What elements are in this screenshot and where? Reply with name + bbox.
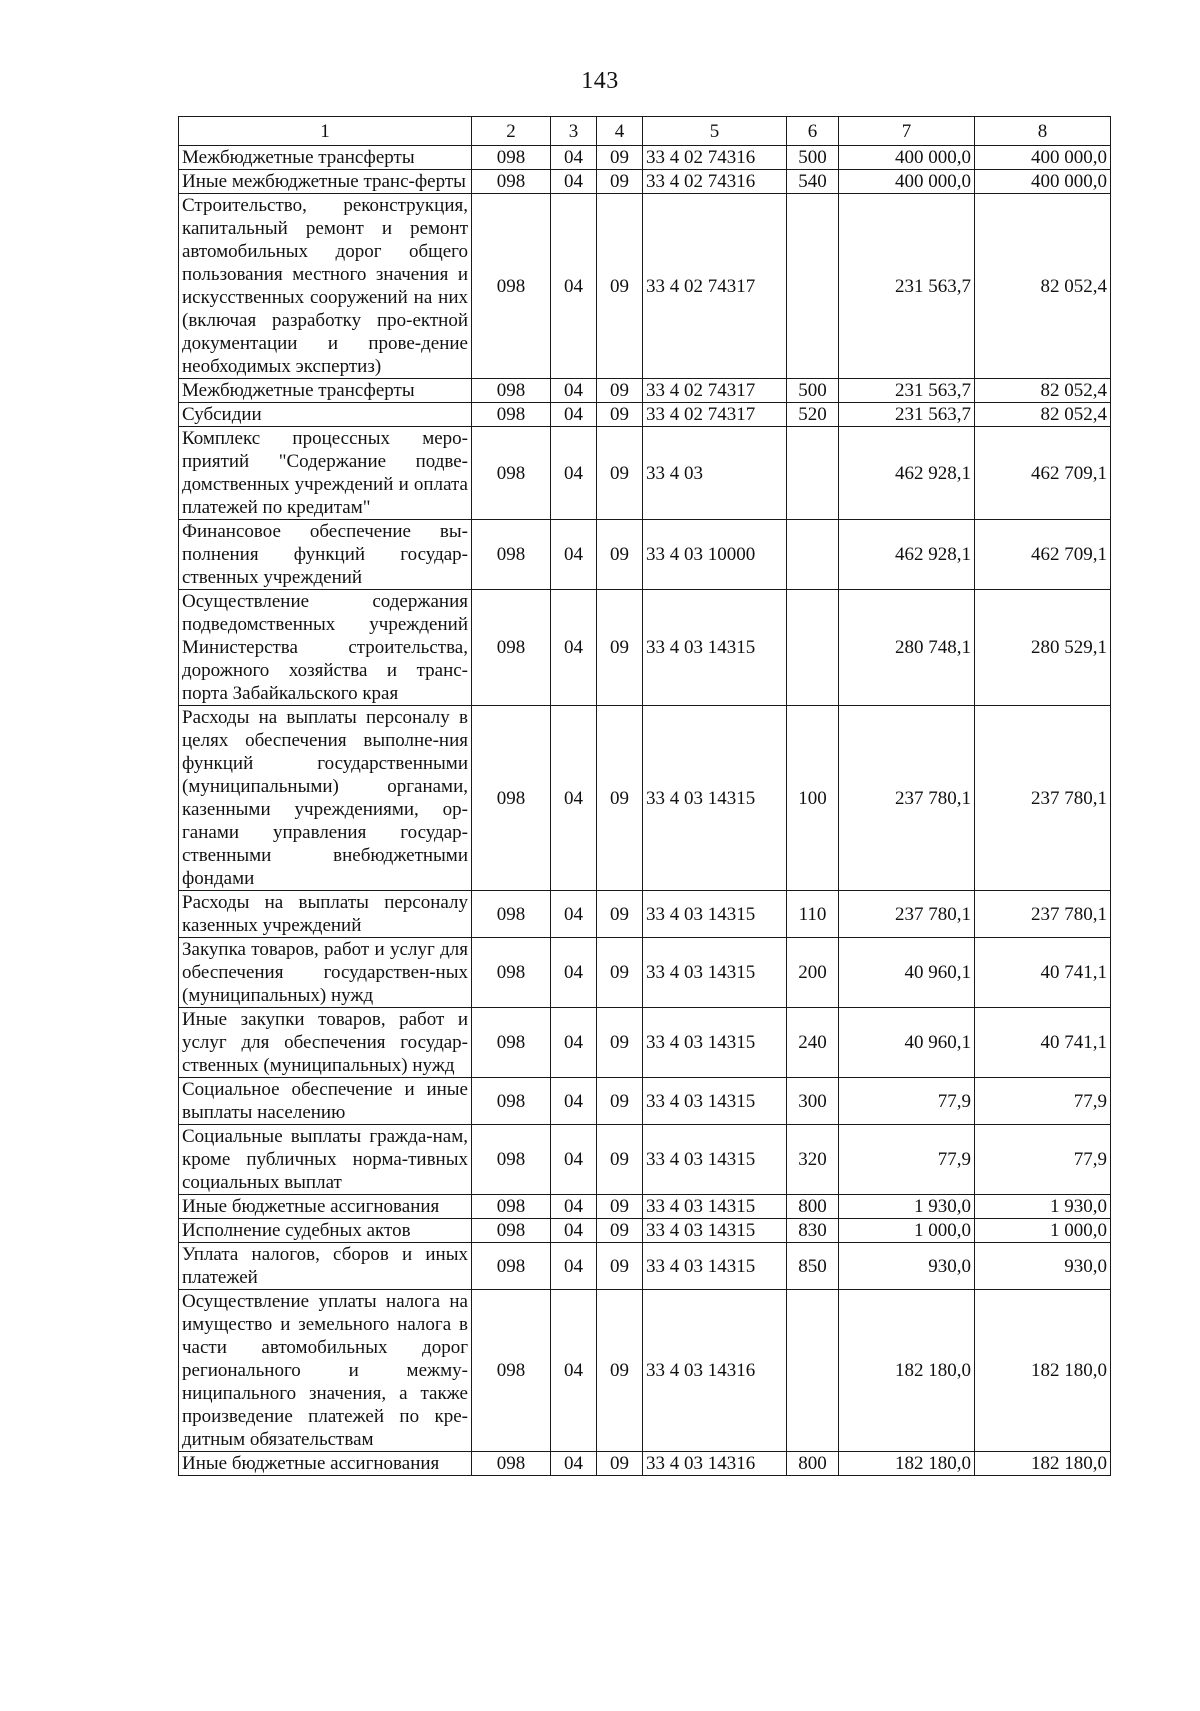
- amount-year-1: 462 928,1: [839, 427, 975, 520]
- target-article: 33 4 03 14316: [643, 1290, 787, 1452]
- amount-year-2: 400 000,0: [975, 170, 1111, 194]
- amount-year-2: 400 000,0: [975, 146, 1111, 170]
- ministry-code: 098: [472, 1125, 551, 1195]
- row-name: Иные бюджетные ассигнования: [179, 1452, 472, 1476]
- amount-year-1: 40 960,1: [839, 1008, 975, 1078]
- column-header-6: 6: [787, 117, 839, 146]
- row-name: Расходы на выплаты персоналу казенных учреждений: [179, 891, 472, 938]
- row-name: Строительство, реконструкция, капитальный ремонт и ремонт автомобильных дорог общего пользования местного значения и искусственных сооружений на них (включая разработку про-ектной документации и прове-дение необходимых экспертиз): [179, 194, 472, 379]
- target-article: 33 4 03 14315: [643, 1125, 787, 1195]
- table-row: [179, 1008, 1111, 1078]
- table-row: [179, 1243, 1111, 1290]
- target-article: 33 4 03 14315: [643, 1243, 787, 1290]
- section-code: 04: [551, 379, 597, 403]
- column-header-2: 2: [472, 117, 551, 146]
- section-code: 04: [551, 520, 597, 590]
- target-article: 33 4 02 74316: [643, 170, 787, 194]
- subsection-code: 09: [597, 1452, 643, 1476]
- table-row: [179, 146, 1111, 170]
- ministry-code: 098: [472, 1078, 551, 1125]
- ministry-code: 098: [472, 194, 551, 379]
- amount-year-1: 182 180,0: [839, 1290, 975, 1452]
- target-article: 33 4 03 14315: [643, 590, 787, 706]
- amount-year-1: 182 180,0: [839, 1452, 975, 1476]
- amount-year-1: 231 563,7: [839, 379, 975, 403]
- amount-year-1: 237 780,1: [839, 891, 975, 938]
- target-article: 33 4 03 14315: [643, 1008, 787, 1078]
- target-article: 33 4 03 14315: [643, 1195, 787, 1219]
- header-row: [179, 117, 1111, 146]
- amount-year-2: 182 180,0: [975, 1452, 1111, 1476]
- section-code: 04: [551, 938, 597, 1008]
- subsection-code: 09: [597, 146, 643, 170]
- amount-year-1: 400 000,0: [839, 170, 975, 194]
- subsection-code: 09: [597, 1008, 643, 1078]
- ministry-code: 098: [472, 1219, 551, 1243]
- subsection-code: 09: [597, 938, 643, 1008]
- subsection-code: 09: [597, 1078, 643, 1125]
- row-name: Социальные выплаты гражда-нам, кроме публичных норма-тивных социальных выплат: [179, 1125, 472, 1195]
- expense-type: [787, 194, 839, 379]
- table-row: [179, 1125, 1111, 1195]
- amount-year-2: 1 000,0: [975, 1219, 1111, 1243]
- target-article: 33 4 03 14315: [643, 1078, 787, 1125]
- ministry-code: 098: [472, 427, 551, 520]
- subsection-code: 09: [597, 1219, 643, 1243]
- column-header-8: 8: [975, 117, 1111, 146]
- table-row: [179, 1195, 1111, 1219]
- amount-year-2: 930,0: [975, 1243, 1111, 1290]
- section-code: 04: [551, 1008, 597, 1078]
- subsection-code: 09: [597, 427, 643, 520]
- ministry-code: 098: [472, 1452, 551, 1476]
- amount-year-2: 462 709,1: [975, 427, 1111, 520]
- amount-year-1: 1 930,0: [839, 1195, 975, 1219]
- column-header-4: 4: [597, 117, 643, 146]
- section-code: 04: [551, 891, 597, 938]
- row-name: Иные закупки товаров, работ и услуг для обеспечения государ-ственных (муниципальных) нужд: [179, 1008, 472, 1078]
- table-row: [179, 1452, 1111, 1476]
- amount-year-2: 182 180,0: [975, 1290, 1111, 1452]
- subsection-code: 09: [597, 1290, 643, 1452]
- section-code: 04: [551, 1195, 597, 1219]
- amount-year-1: 231 563,7: [839, 194, 975, 379]
- amount-year-2: 237 780,1: [975, 891, 1111, 938]
- section-code: 04: [551, 1125, 597, 1195]
- expense-type: 500: [787, 146, 839, 170]
- ministry-code: 098: [472, 520, 551, 590]
- row-name: Расходы на выплаты персоналу в целях обеспечения выполне-ния функций государственными (муниципальными) органами, казенными учреждениями, ор-ганами управления государ-ственными внебюджетными фондами: [179, 706, 472, 891]
- ministry-code: 098: [472, 146, 551, 170]
- row-name: Уплата налогов, сборов и иных платежей: [179, 1243, 472, 1290]
- subsection-code: 09: [597, 1125, 643, 1195]
- table-row: [179, 1219, 1111, 1243]
- expense-type: [787, 520, 839, 590]
- table-body: [179, 146, 1111, 1476]
- amount-year-2: 462 709,1: [975, 520, 1111, 590]
- subsection-code: 09: [597, 403, 643, 427]
- section-code: 04: [551, 1243, 597, 1290]
- expense-type: 800: [787, 1452, 839, 1476]
- expense-type: 500: [787, 379, 839, 403]
- amount-year-1: 1 000,0: [839, 1219, 975, 1243]
- row-name: Субсидии: [179, 403, 472, 427]
- target-article: 33 4 03 10000: [643, 520, 787, 590]
- expense-type: [787, 590, 839, 706]
- subsection-code: 09: [597, 590, 643, 706]
- expense-type: 850: [787, 1243, 839, 1290]
- expense-type: 800: [787, 1195, 839, 1219]
- row-name: Межбюджетные трансферты: [179, 146, 472, 170]
- amount-year-1: 237 780,1: [839, 706, 975, 891]
- expense-type: 300: [787, 1078, 839, 1125]
- section-code: 04: [551, 1452, 597, 1476]
- section-code: 04: [551, 590, 597, 706]
- amount-year-2: 82 052,4: [975, 403, 1111, 427]
- target-article: 33 4 03: [643, 427, 787, 520]
- expense-type: 240: [787, 1008, 839, 1078]
- subsection-code: 09: [597, 379, 643, 403]
- row-name: Финансовое обеспечение вы-полнения функций государ-ственных учреждений: [179, 520, 472, 590]
- target-article: 33 4 02 74316: [643, 146, 787, 170]
- amount-year-1: 280 748,1: [839, 590, 975, 706]
- expense-type: [787, 427, 839, 520]
- amount-year-2: 77,9: [975, 1078, 1111, 1125]
- expense-type: [787, 1290, 839, 1452]
- column-header-5: 5: [643, 117, 787, 146]
- table-row: [179, 427, 1111, 520]
- table-row: [179, 1078, 1111, 1125]
- table-row: [179, 170, 1111, 194]
- table-row: [179, 590, 1111, 706]
- expense-type: 100: [787, 706, 839, 891]
- table-row: [179, 1290, 1111, 1452]
- ministry-code: 098: [472, 1195, 551, 1219]
- ministry-code: 098: [472, 170, 551, 194]
- amount-year-1: 40 960,1: [839, 938, 975, 1008]
- ministry-code: 098: [472, 1243, 551, 1290]
- table-row: [179, 403, 1111, 427]
- row-name: Комплекс процессных меро-приятий "Содержание подве-домственных учреждений и оплата платежей по кредитам": [179, 427, 472, 520]
- row-name: Исполнение судебных актов: [179, 1219, 472, 1243]
- row-name: Социальное обеспечение и иные выплаты населению: [179, 1078, 472, 1125]
- amount-year-2: 280 529,1: [975, 590, 1111, 706]
- target-article: 33 4 03 14316: [643, 1452, 787, 1476]
- target-article: 33 4 03 14315: [643, 891, 787, 938]
- table-row: [179, 379, 1111, 403]
- row-name: Межбюджетные трансферты: [179, 379, 472, 403]
- ministry-code: 098: [472, 706, 551, 891]
- section-code: 04: [551, 706, 597, 891]
- amount-year-1: 77,9: [839, 1078, 975, 1125]
- expense-type: 320: [787, 1125, 839, 1195]
- section-code: 04: [551, 1290, 597, 1452]
- row-name: Закупка товаров, работ и услуг для обеспечения государствен-ных (муниципальных) нужд: [179, 938, 472, 1008]
- ministry-code: 098: [472, 938, 551, 1008]
- subsection-code: 09: [597, 706, 643, 891]
- subsection-code: 09: [597, 1243, 643, 1290]
- ministry-code: 098: [472, 590, 551, 706]
- section-code: 04: [551, 146, 597, 170]
- target-article: 33 4 03 14315: [643, 1219, 787, 1243]
- row-name: Осуществление содержания подведомственных учреждений Министерства строительства, дорожного хозяйства и транс-порта Забайкальского края: [179, 590, 472, 706]
- page-number: 143: [581, 68, 619, 94]
- expense-type: 830: [787, 1219, 839, 1243]
- amount-year-1: 400 000,0: [839, 146, 975, 170]
- subsection-code: 09: [597, 520, 643, 590]
- expense-type: 520: [787, 403, 839, 427]
- amount-year-1: 231 563,7: [839, 403, 975, 427]
- amount-year-2: 1 930,0: [975, 1195, 1111, 1219]
- subsection-code: 09: [597, 891, 643, 938]
- target-article: 33 4 03 14315: [643, 706, 787, 891]
- amount-year-2: 82 052,4: [975, 379, 1111, 403]
- section-code: 04: [551, 1219, 597, 1243]
- table-row: [179, 938, 1111, 1008]
- section-code: 04: [551, 427, 597, 520]
- subsection-code: 09: [597, 194, 643, 379]
- column-header-1: 1: [179, 117, 472, 146]
- ministry-code: 098: [472, 1008, 551, 1078]
- ministry-code: 098: [472, 379, 551, 403]
- amount-year-2: 82 052,4: [975, 194, 1111, 379]
- amount-year-2: 237 780,1: [975, 706, 1111, 891]
- expense-type: 110: [787, 891, 839, 938]
- row-name: Иные бюджетные ассигнования: [179, 1195, 472, 1219]
- target-article: 33 4 02 74317: [643, 379, 787, 403]
- column-header-3: 3: [551, 117, 597, 146]
- expense-type: 200: [787, 938, 839, 1008]
- target-article: 33 4 03 14315: [643, 938, 787, 1008]
- ministry-code: 098: [472, 403, 551, 427]
- table-row: [179, 891, 1111, 938]
- row-name: Иные межбюджетные транс-ферты: [179, 170, 472, 194]
- target-article: 33 4 02 74317: [643, 403, 787, 427]
- amount-year-2: 77,9: [975, 1125, 1111, 1195]
- ministry-code: 098: [472, 891, 551, 938]
- section-code: 04: [551, 194, 597, 379]
- ministry-code: 098: [472, 1290, 551, 1452]
- column-header-7: 7: [839, 117, 975, 146]
- subsection-code: 09: [597, 1195, 643, 1219]
- table-row: [179, 194, 1111, 379]
- section-code: 04: [551, 170, 597, 194]
- subsection-code: 09: [597, 170, 643, 194]
- amount-year-1: 462 928,1: [839, 520, 975, 590]
- amount-year-2: 40 741,1: [975, 1008, 1111, 1078]
- section-code: 04: [551, 403, 597, 427]
- amount-year-1: 77,9: [839, 1125, 975, 1195]
- budget-table: [178, 116, 1111, 1476]
- amount-year-1: 930,0: [839, 1243, 975, 1290]
- target-article: 33 4 02 74317: [643, 194, 787, 379]
- table-row: [179, 520, 1111, 590]
- section-code: 04: [551, 1078, 597, 1125]
- row-name: Осуществление уплаты налога на имущество и земельного налога в части автомобильных дорог регионального и межму-ниципального значения, а также произведение платежей по кре-дитным обязательствам: [179, 1290, 472, 1452]
- amount-year-2: 40 741,1: [975, 938, 1111, 1008]
- expense-type: 540: [787, 170, 839, 194]
- table-row: [179, 706, 1111, 891]
